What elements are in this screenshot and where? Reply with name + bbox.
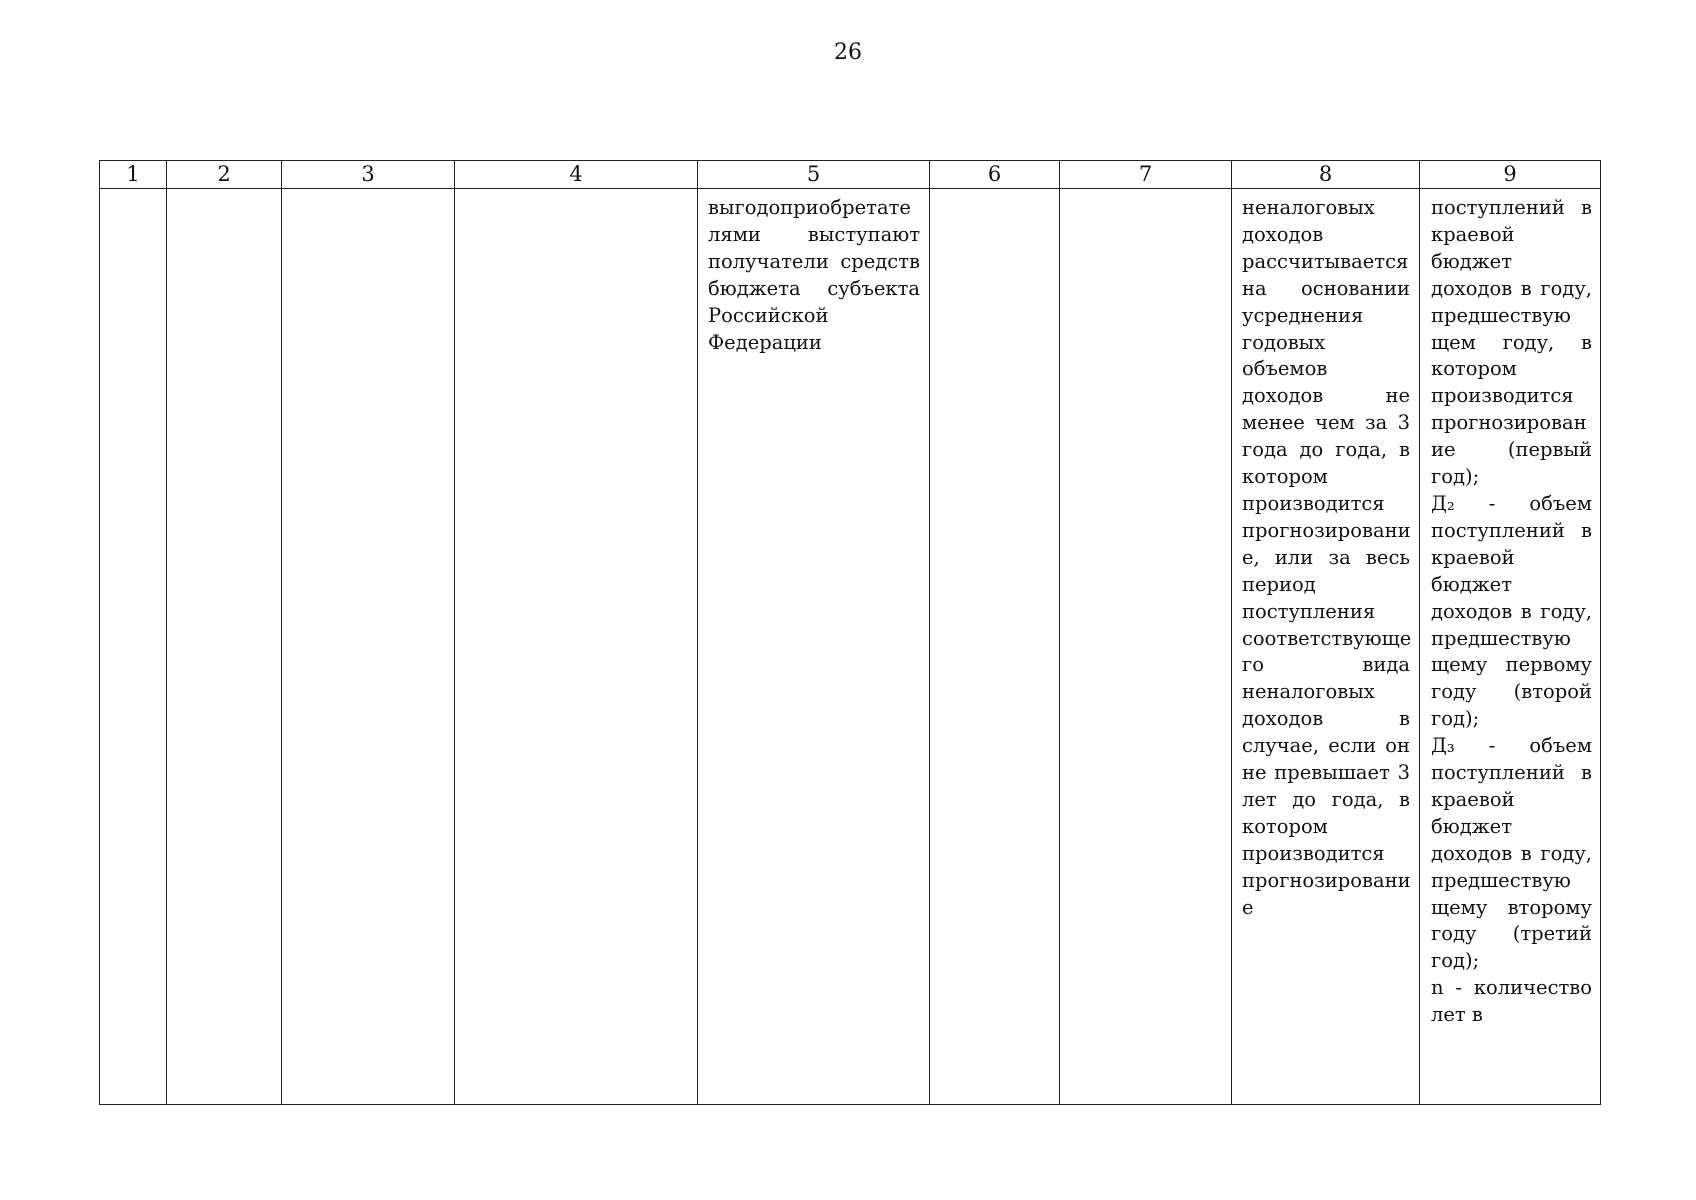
cell-col-5-text: выгодоприобретате лями выступают получатели средств бюджета субъекта Российской Федерации — [708, 196, 920, 354]
header-row — [100, 161, 1601, 189]
cell-col-2 — [167, 189, 282, 1105]
table-header — [100, 161, 1601, 189]
page-number: 26 — [834, 40, 862, 65]
cell-col-5 — [698, 189, 930, 1105]
column-header-4: 4 — [455, 161, 698, 189]
cell-col-7 — [1060, 189, 1232, 1105]
cell-col-3 — [282, 189, 455, 1105]
cell-col-4 — [455, 189, 698, 1105]
column-header-9: 9 — [1420, 161, 1601, 189]
column-header-8: 8 — [1232, 161, 1420, 189]
column-header-6: 6 — [930, 161, 1060, 189]
column-header-1: 1 — [100, 161, 167, 189]
cell-col-1 — [100, 189, 167, 1105]
cell-col-8-text: неналоговых доходов рассчитывается на основании усреднения годовых объемов доходов не менее чем за 3 года до года, в котором производится прогнозировани е, или за весь период поступления соответствующе го вида неналоговых доходов в случае, если он не превышает 3 лет до года, в котором производится прогнозировани е — [1242, 196, 1412, 919]
cell-col-9-text: поступлений в краевой бюджет доходов в году, предшествую щем году, в котором производится прогнозирован ие (первый год); Д₂ - объем поступлений в краевой бюджет доходов в году, предшествую щему первому году (второй год); Д₃ - объем поступлений в краевой бюджет доходов в году, предшествую щему второму году (третий год); n - количество лет в — [1431, 196, 1592, 1027]
column-header-2: 2 — [167, 161, 282, 189]
table-row — [100, 189, 1601, 1105]
data-table — [99, 160, 1601, 1105]
cell-col-8 — [1232, 189, 1420, 1105]
column-header-7: 7 — [1060, 161, 1232, 189]
cell-col-6 — [930, 189, 1060, 1105]
cell-col-9 — [1420, 189, 1601, 1105]
table-body — [100, 189, 1601, 1105]
column-header-5: 5 — [698, 161, 930, 189]
column-header-3: 3 — [282, 161, 455, 189]
